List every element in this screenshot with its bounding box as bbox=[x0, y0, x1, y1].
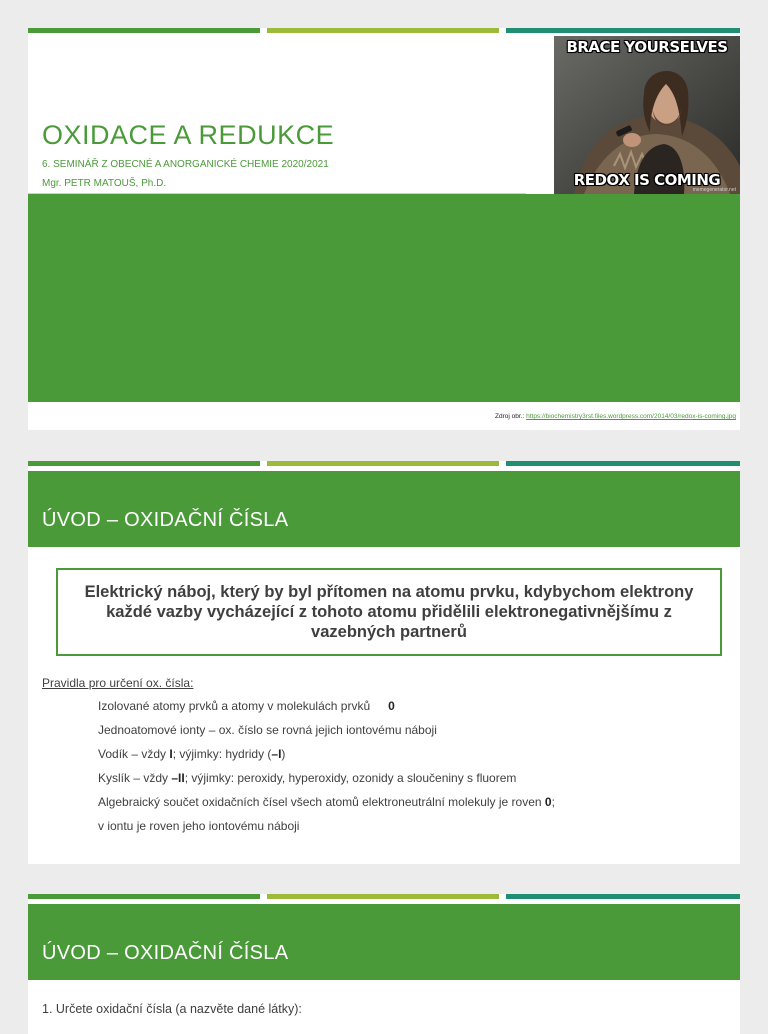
rule-text: ; výjimky: peroxidy, hyperoxidy, ozonidy a sloučeniny s fluorem bbox=[184, 771, 517, 785]
accent-bar-green bbox=[28, 894, 260, 899]
presentation-title: OXIDACE A REDUKCE bbox=[42, 120, 335, 150]
title-slide bbox=[28, 28, 740, 430]
meme-image bbox=[554, 36, 740, 194]
accent-bar-lime bbox=[267, 461, 499, 466]
accent-bar-teal bbox=[506, 461, 740, 466]
rule-value: 0 bbox=[388, 699, 395, 713]
exercise-question: 1. Určete oxidační čísla (a nazvěte dané látky): bbox=[42, 1002, 302, 1016]
rules-heading: Pravidla pro určení ox. čísla: bbox=[42, 676, 194, 690]
rule-text: Izolované atomy prvků a atomy v molekulách prvků bbox=[98, 699, 371, 713]
meme-watermark: memegenerator.net bbox=[692, 187, 736, 193]
rule-value: –I bbox=[271, 747, 282, 761]
accent-bars bbox=[28, 28, 740, 34]
rule-item bbox=[98, 698, 728, 722]
rule-text: v iontu je roven jeho iontovému náboji bbox=[98, 819, 300, 833]
slide-header bbox=[28, 904, 740, 980]
accent-bar-green bbox=[28, 28, 260, 33]
accent-bar-lime bbox=[267, 28, 499, 33]
definition-text: Elektrický náboj, který by byl přítomen na atomu prvku, kdybychom elektrony každé vazby vycházející z tohoto atomu přidělili elektronegativnějšímu z vazebných partnerů bbox=[84, 583, 694, 641]
accent-bar-teal bbox=[506, 894, 740, 899]
rule-text: Kyslík – vždy bbox=[98, 771, 172, 785]
slide-title: ÚVOD – OXIDAČNÍ ČÍSLA bbox=[42, 942, 289, 964]
meme-top-text: BRACE YOURSELVES bbox=[566, 38, 728, 56]
slide-title: ÚVOD – OXIDAČNÍ ČÍSLA bbox=[42, 509, 289, 531]
accent-bars bbox=[28, 461, 740, 467]
rules-list bbox=[98, 698, 728, 842]
rule-text: ; výjimky: hydridy ( bbox=[172, 747, 272, 761]
rule-item bbox=[98, 722, 728, 746]
rule-item bbox=[98, 794, 728, 818]
rule-text: ; bbox=[551, 795, 555, 809]
source-label: Zdroj obr.: bbox=[495, 413, 525, 420]
rule-text: Algebraický součet oxidačních čísel všech atomů elektroneutrální molekuly je roven bbox=[98, 795, 545, 809]
rule-text: ) bbox=[281, 747, 286, 761]
author-name: Mgr. PETR MATOUŠ, Ph.D. bbox=[42, 178, 167, 189]
slide-header bbox=[28, 471, 740, 547]
rule-item bbox=[98, 746, 728, 770]
intro-slide bbox=[28, 461, 740, 864]
rule-value: –II bbox=[171, 771, 185, 785]
source-link[interactable]: https://biochemistry3rst.files.wordpress.com/2014/03/redox-is-coming.jpg bbox=[526, 413, 736, 420]
accent-bars bbox=[28, 894, 740, 900]
accent-bar-lime bbox=[267, 894, 499, 899]
rule-value: I bbox=[169, 747, 173, 761]
rule-item bbox=[98, 770, 728, 794]
rule-item bbox=[98, 818, 728, 842]
green-content-block bbox=[28, 194, 740, 402]
rule-value: 0 bbox=[544, 795, 552, 809]
accent-bar-green bbox=[28, 461, 260, 466]
definition-box bbox=[56, 568, 722, 656]
rule-text: Vodík – vždy bbox=[98, 747, 170, 761]
meme-bottom-text: REDOX IS COMING bbox=[573, 171, 721, 189]
image-source bbox=[495, 413, 736, 420]
presentation-subtitle: 6. SEMINÁŘ Z OBECNÉ A ANORGANICKÉ CHEMIE 2020/2021 bbox=[42, 159, 329, 170]
exercise-slide bbox=[28, 894, 740, 1034]
accent-bar-teal bbox=[506, 28, 740, 33]
rule-text: Jednoatomové ionty – ox. číslo se rovná jejich iontovému náboji bbox=[98, 723, 437, 737]
